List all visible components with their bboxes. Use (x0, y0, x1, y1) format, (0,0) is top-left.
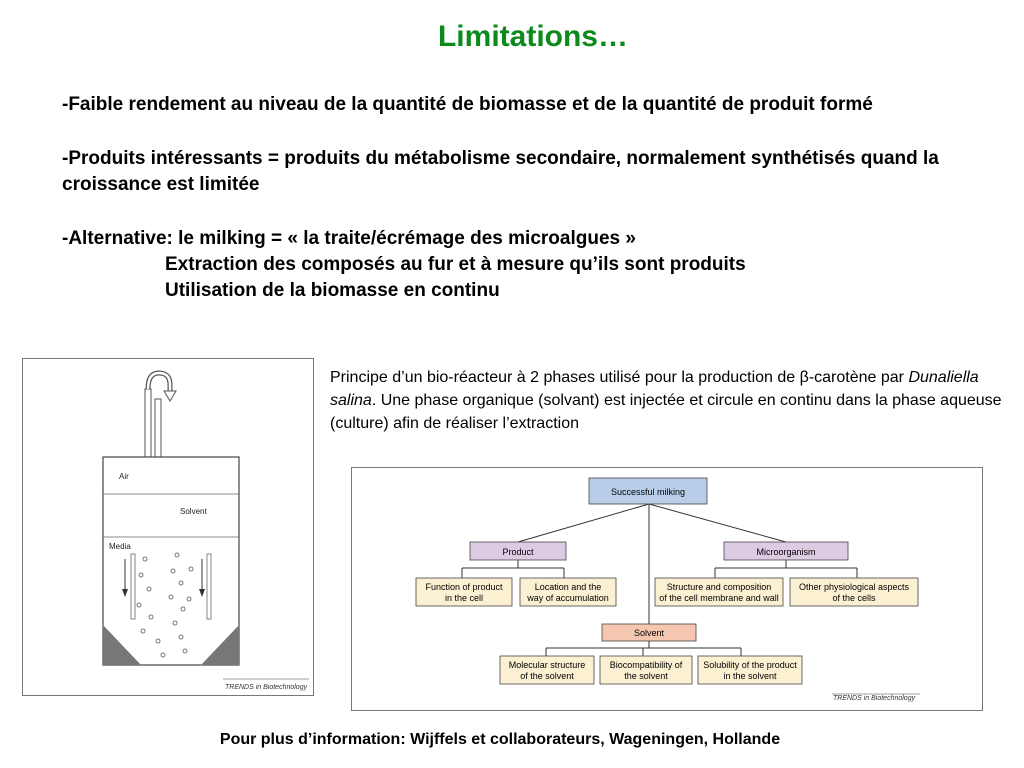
bioreactor-figure (22, 358, 314, 696)
slide-title: Limitations… (437, 20, 628, 53)
node-physio-label-2: of the cells (832, 593, 876, 603)
media-label: Media (109, 542, 131, 551)
node-microorganism-label: Microorganism (756, 547, 816, 557)
bullet-milking-alternative: -Alternative: le milking = « la traite/écrémage des microalgues » (62, 228, 636, 249)
sub-bullet-extraction: Extraction des composés au fur et à mesure qu’ils sont produits (165, 254, 746, 275)
tree-source: TRENDS in Biotechnology (833, 695, 916, 702)
node-function-label-1: Function of product (425, 582, 503, 592)
node-structure-label-2: of the cell membrane and wall (659, 593, 779, 603)
node-biocompat-label-2: the solvent (624, 671, 668, 681)
caption-part1: Principe d’un bio-réacteur à 2 phases utilisé pour la production de β-carotène par (330, 369, 909, 386)
bullet-list (62, 92, 992, 304)
node-location-label-2: way of accumulation (527, 593, 609, 603)
node-function-label-2: in the cell (444, 593, 484, 603)
node-solvent-label: Solvent (633, 628, 665, 638)
reactor-source: TRENDS in Biotechnology (225, 684, 308, 691)
node-product-label: Product (502, 547, 534, 557)
sub-bullet-continuous-biomass: Utilisation de la biomasse en continu (165, 280, 500, 301)
node-solubility-label-2: in the solvent (723, 671, 777, 681)
node-successful-milking-label: Successful milking (610, 487, 686, 497)
milking-tree-figure (351, 467, 983, 711)
node-physio-label-1: Other physiological aspects (798, 582, 910, 592)
bullet-low-yield: -Faible rendement au niveau de la quantité de biomasse et de la quantité de produit formé (62, 94, 873, 115)
node-molecular-label-1: Molecular structure (508, 660, 586, 670)
node-molecular-label-2: of the solvent (520, 671, 574, 681)
footer-reference: Pour plus d’information: Wijffels et collaborateurs, Wageningen, Hollande (219, 731, 781, 748)
caption-part2: . Une phase organique (solvant) est injectée et circule en continu dans la phase aqueuse (culture) afin de réaliser l’extraction (330, 392, 1002, 432)
caption-species: Dunaliella salina (330, 369, 979, 409)
air-label: Air (119, 472, 129, 481)
node-biocompat-label-1: Biocompatibility of (609, 660, 683, 670)
node-structure-label-1: Structure and composition (666, 582, 772, 592)
node-solubility-label-1: Solubility of the product (703, 660, 797, 670)
figure-caption (330, 366, 1020, 435)
solvent-label: Solvent (180, 507, 207, 516)
node-location-label-1: Location and the (534, 582, 602, 592)
bullet-secondary-metabolism: -Produits intéressants = produits du métabolisme secondaire, normalement synthétisés quand la croissance est limitée (62, 148, 939, 195)
